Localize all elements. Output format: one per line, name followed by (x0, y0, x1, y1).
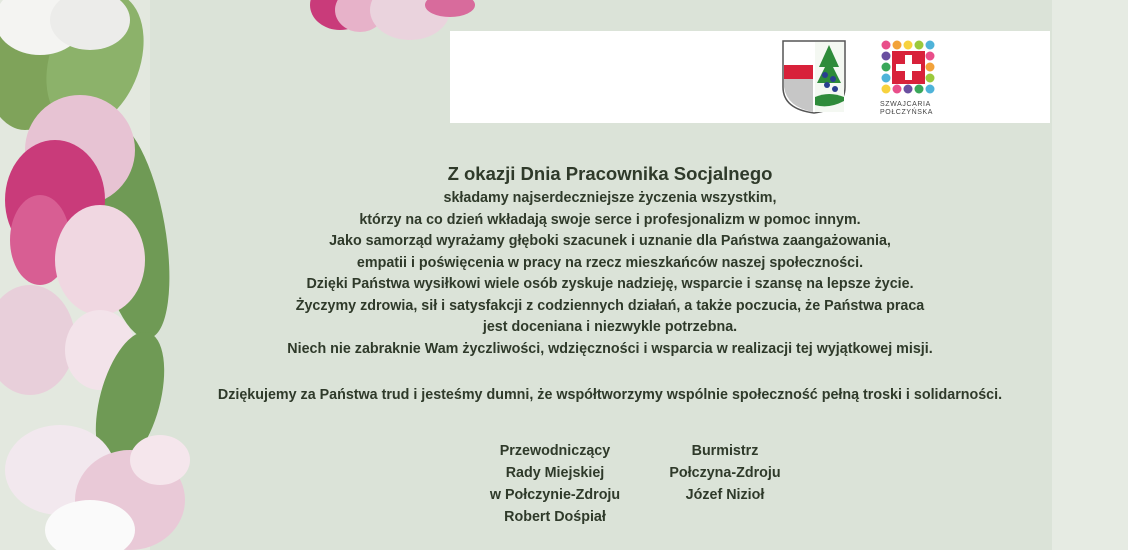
brand-line-1: SZWAJCARIA (880, 101, 931, 108)
signature-line: Burmistrz (691, 443, 759, 459)
signature-line: Połczyna-Zdroju (669, 465, 781, 481)
logo-bar (450, 31, 1050, 123)
signature-line: w Połczynie-Zdroju (489, 487, 621, 503)
greeting-title: Z okazji Dnia Pracownika Socjalnego (447, 163, 773, 184)
signature-line: Robert Dośpiał (504, 509, 606, 525)
message-line: którzy na co dzień wkładają swoje serce i profesjonalizm w pomoc innym. (359, 211, 861, 228)
message-line: jest doceniana i niezwykle potrzebna. (482, 319, 738, 335)
brand-line-2: POŁCZYŃSKA (880, 109, 934, 116)
greeting-message (150, 162, 1070, 360)
message-line: Jako samorząd wyrażamy głęboki szacunek i uznanie dla Państwa zaangażowania, (329, 233, 891, 249)
colorful-dots-icon (880, 39, 940, 99)
thanks-line: Dziękujemy za Państwa trud i jesteśmy dumni, że współtworzymy wspólnie społeczność pełną troski i solidarności. (217, 387, 1003, 403)
message-line: Dzięki Państwa wysiłkowi wiele osób zyskuje nadzieję, wsparcie i szansę na lepsze życie. (306, 276, 914, 292)
message-line: empatii i poświęcenia w pracy na rzecz mieszkańców naszej społeczności. (356, 254, 864, 271)
szwajcaria-polczynska-logo (880, 39, 940, 119)
signature-line: Rady Miejskiej (505, 465, 605, 481)
signature-mayor (625, 440, 825, 506)
message-line: składamy najserdeczniejsze życzenia wszystkim, (443, 190, 777, 206)
coat-of-arms-icon (781, 39, 847, 115)
signature-line: Przewodniczący (499, 443, 611, 459)
message-line: Życzymy zdrowia, sił i satysfakcji z codziennych działań, a także poczucia, że Państwa praca (295, 297, 925, 314)
message-line: Niech nie zabraknie Wam życzliwości, wdzięczności i wsparcia w realizacji tej wyjątkowej misji. (287, 340, 933, 357)
signature-line: Józef Nizioł (685, 487, 765, 503)
